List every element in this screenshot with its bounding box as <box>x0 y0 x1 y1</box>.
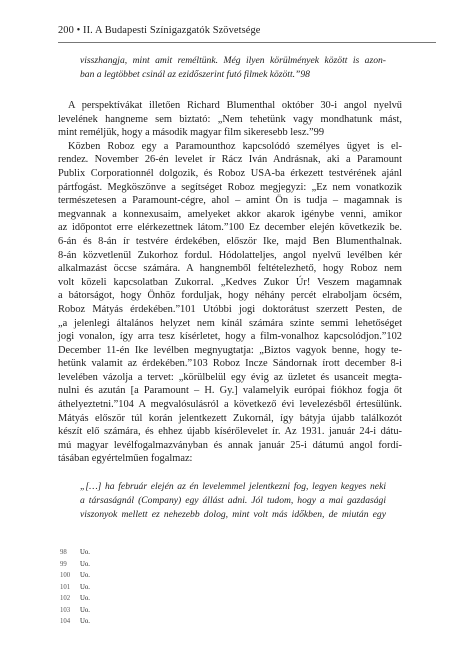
footnote-number: 100 <box>60 572 71 580</box>
footnote-number: 103 <box>60 606 71 614</box>
quote-line: „[…] ha február elején az én levelemmel jelentkezni fog, legyen kegyes neki <box>80 481 386 492</box>
quote-line: viszonyok mellett ez nehezebb dolog, mint volt más időkben, de miután egy <box>80 508 386 520</box>
text-line: levelében vázolja a tervet: „körülbelül egy évig az üzletet és usanceit megta- <box>58 371 402 383</box>
quote-line: a társaságnál (Company) egy állást adni. Jól tudom, hogy a mai gazdasági <box>80 494 386 506</box>
footnotes <box>60 547 90 628</box>
text-line: a bátorságot, hogy Önhöz forduljak, hogy néhány percét elraboljam öcsém, <box>58 290 402 302</box>
text-line: áthelyeztetni.”104 A megvalósulásról a következő évi levelezésből értesülünk. <box>58 399 402 411</box>
text-line: 8-án közvetlenül Zukorhoz fordul. Hódolatteljes, angol nyelvű levélben kér <box>58 249 402 261</box>
footnote-number: 99 <box>60 560 67 568</box>
footnote-text: Uo. <box>80 595 91 603</box>
footnote-text: Uo. <box>80 618 91 626</box>
text-line: nulni és azután [a Paramount – H. Gy.] valamelyik európai fiókhoz fogja őt <box>58 385 402 397</box>
footnote-number: 98 <box>60 549 67 556</box>
text-line: Mátyás először túl korán jelentkezett Zukornál, így bátyja újabb találkozót <box>58 412 402 424</box>
running-header: 200 • II. A Budapesti Színigazgatók Szövetsége <box>58 25 261 36</box>
text-line: „a jelenlegi általános helyzet nem kínál számára szinte semmi lehetőséget <box>58 317 402 329</box>
footnote <box>60 605 90 617</box>
footnote <box>60 616 90 628</box>
text-line: 6-án és 8-án ír testvére érdekében, először Ike, majd Ben Blumenthalnak. <box>58 235 402 247</box>
footnote <box>60 570 90 582</box>
text-line: Roboz Mátyás érdekében.”101 Utóbbi jogi doktorátust szerzett Pesten, de <box>58 303 402 315</box>
text-line: mint reméljük, hogy a második magyar film sikeresebb lesz.”99 <box>58 127 325 139</box>
footnote-number: 104 <box>60 618 71 626</box>
footnote-number: 102 <box>60 595 71 603</box>
text-line: pártfogást. Megköszönve a segítséget Roboz megjegyzi: „Ez nem vonatkozik <box>58 181 402 193</box>
text-line: Közben Roboz egy a Paramounthoz kapcsolódó személyes ügyet is el- <box>68 140 402 152</box>
paragraph-2 <box>58 140 402 466</box>
text-line: alkalmazást öccse számára. A hangnemből feltételezhető, hogy Roboz nem <box>58 263 402 275</box>
text-line: tásában egyértelműen fogalmaz: <box>58 453 193 465</box>
text-line: December 11-én Ike levélben megnyugtatja: „Biztos vagyok benne, hogy te- <box>58 344 402 356</box>
footnote <box>60 559 90 571</box>
text-line: A perspektívákat illetően Richard Blumenthal október 30-i angol nyelvű <box>68 100 402 111</box>
text-line: készít elő számára, és ehhez újabb kísérőlevelet ír. Az 1931. január 24-i dátu- <box>58 426 402 438</box>
text-line: jogi vonalon, így arra tesz kísérletet, hogy a film-vonalhoz kapcsolódjon.”102 <box>58 331 402 343</box>
footnote <box>60 582 90 594</box>
block-quote-bottom <box>80 480 386 522</box>
footnote-text: Uo. <box>80 560 91 568</box>
block-quote-top <box>80 54 386 82</box>
header-rule <box>58 42 436 43</box>
quote-line: ban a legtöbbet csinál az ezidőszerint futó filmek között.”98 <box>80 68 310 80</box>
text-line: hetünk valamit az érdekében.”103 Roboz Incze Sándornak írott december 8-i <box>58 358 402 370</box>
footnote-text: Uo. <box>80 606 91 614</box>
footnote-text: Uo. <box>80 549 91 556</box>
footnote-number: 101 <box>60 583 71 591</box>
text-line: Publix Corporationnél dolgozik, és Roboz USA-ba érkezett testvérének ajánl <box>58 167 402 179</box>
text-line: az időpontot erre elérkezettnek látom.”100 Ez december elején következik be. <box>58 222 402 234</box>
text-line: megvannak a konnexusaim, amelyeket akkor akarok igénybe venni, amikor <box>58 208 402 220</box>
text-line: volt közeli kapcsolatban Zukorral. „Kedves Zukor Úr! Veszem magamnak <box>58 276 402 288</box>
footnote-text: Uo. <box>80 583 91 591</box>
text-line: természetesen a Paramount-cégre, ahol – amint Ön is tudja – magamnak is <box>58 195 402 207</box>
quote-line: visszhangja, mint amit reméltünk. Még ilyen körülmények között is azon- <box>80 55 386 66</box>
footnote <box>60 547 90 559</box>
text-line: levelének hangneme sem biztató: „Nem tehetünk vagy mondhatunk mást, <box>58 113 402 125</box>
main-text <box>58 99 402 466</box>
text-line: rendez. November 26-én levelet ír Rácz Iván Andrásnak, aki a Paramount <box>58 154 402 166</box>
footnote <box>60 593 90 605</box>
paragraph-1 <box>58 99 402 140</box>
text-line: mú magyar levélfogalmazványban és annak január 25-i dátumú angol fordí- <box>58 439 402 451</box>
footnote-text: Uo. <box>80 572 91 580</box>
